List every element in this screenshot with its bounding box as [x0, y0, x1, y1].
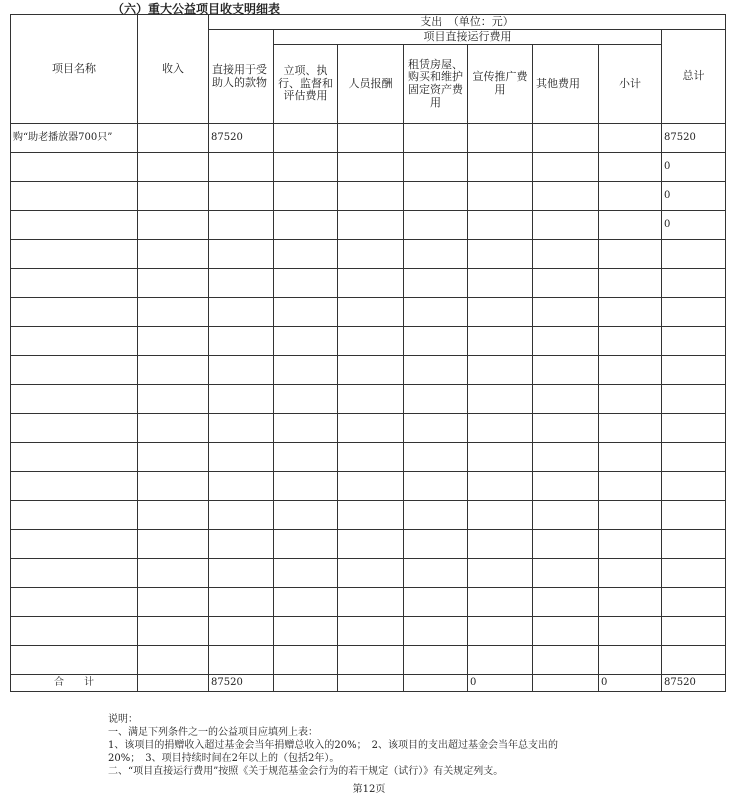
cell-name	[11, 530, 138, 559]
cell-staff-pay	[338, 559, 404, 588]
header-other: 其他费用	[533, 45, 599, 124]
cell-other	[533, 298, 599, 327]
cell-total	[662, 356, 726, 385]
cell-subtotal	[599, 646, 662, 675]
notes-line: 二、“项目直接运行费用”按照《关于规范基金会行为的若干规定（试行）》有关规定列支。	[108, 766, 504, 777]
cell-income	[138, 588, 209, 617]
cell-subtotal	[599, 356, 662, 385]
cell-setup-exec	[274, 124, 338, 153]
cell-rent	[404, 530, 468, 559]
cell-total	[662, 443, 726, 472]
cell-total	[662, 588, 726, 617]
cell-promo	[468, 124, 533, 153]
cell-direct-aid	[209, 443, 274, 472]
cell-direct-aid	[209, 530, 274, 559]
cell-staff-pay	[338, 385, 404, 414]
cell-promo	[468, 501, 533, 530]
cell-staff-pay	[338, 124, 404, 153]
cell-income	[138, 211, 209, 240]
cell-subtotal	[599, 269, 662, 298]
cell-direct-aid	[209, 356, 274, 385]
cell-promo	[468, 443, 533, 472]
cell-rent	[404, 124, 468, 153]
cell-promo	[468, 298, 533, 327]
cell-subtotal	[599, 211, 662, 240]
table-row	[11, 124, 726, 153]
cell-promo	[468, 240, 533, 269]
cell-rent	[404, 588, 468, 617]
cell-direct-aid	[209, 414, 274, 443]
table-row	[11, 211, 726, 240]
cell-promo	[468, 559, 533, 588]
cell-setup-exec	[274, 153, 338, 182]
cell-name	[11, 211, 138, 240]
cell-setup-exec	[274, 559, 338, 588]
cell-staff-pay	[338, 588, 404, 617]
cell-setup-exec	[274, 472, 338, 501]
cell-name	[11, 472, 138, 501]
cell-direct-aid	[209, 240, 274, 269]
cell-income	[138, 559, 209, 588]
cell-total	[662, 646, 726, 675]
cell-setup-exec	[274, 530, 338, 559]
header-income: 收入	[138, 15, 209, 124]
cell-other	[533, 182, 599, 211]
cell-total	[662, 559, 726, 588]
header-direct-aid: 直接用于受助人的款物	[209, 30, 274, 124]
table-row	[11, 327, 726, 356]
cell-staff-pay	[338, 356, 404, 385]
cell-income	[138, 472, 209, 501]
cell-promo	[468, 617, 533, 646]
cell-name	[11, 327, 138, 356]
cell-rent	[404, 501, 468, 530]
cell-other	[533, 211, 599, 240]
cell-name	[11, 356, 138, 385]
cell-subtotal	[599, 385, 662, 414]
cell-direct-aid	[209, 588, 274, 617]
notes-line: 一、满足下列条件之一的公益项目应填列上表：	[108, 727, 318, 738]
cell-total: 87520	[662, 124, 726, 153]
total-income	[138, 675, 209, 692]
cell-name	[11, 443, 138, 472]
cell-income	[138, 501, 209, 530]
cell-other	[533, 588, 599, 617]
cell-promo	[468, 269, 533, 298]
cell-subtotal	[599, 588, 662, 617]
cell-promo	[468, 153, 533, 182]
cell-income	[138, 240, 209, 269]
project-detail-table	[10, 14, 726, 692]
cell-subtotal	[599, 414, 662, 443]
cell-rent	[404, 269, 468, 298]
cell-other	[533, 617, 599, 646]
cell-total	[662, 385, 726, 414]
cell-name	[11, 385, 138, 414]
cell-staff-pay	[338, 327, 404, 356]
cell-promo	[468, 182, 533, 211]
cell-total	[662, 240, 726, 269]
cell-name	[11, 182, 138, 211]
total-row	[11, 675, 726, 692]
cell-rent	[404, 240, 468, 269]
header-row-1	[11, 15, 726, 30]
cell-staff-pay	[338, 443, 404, 472]
cell-total	[662, 327, 726, 356]
header-rent: 租赁房屋、购买和维护固定资产费用	[404, 45, 468, 124]
cell-income	[138, 530, 209, 559]
total-other	[533, 675, 599, 692]
cell-total	[662, 298, 726, 327]
cell-staff-pay	[338, 240, 404, 269]
cell-subtotal	[599, 559, 662, 588]
cell-staff-pay	[338, 298, 404, 327]
cell-setup-exec	[274, 646, 338, 675]
notes-line: 20%； 3、项目持续时间在2年以上的（包括2年）。	[108, 753, 340, 764]
cell-other	[533, 443, 599, 472]
table-row	[11, 588, 726, 617]
cell-name	[11, 501, 138, 530]
cell-subtotal	[599, 327, 662, 356]
cell-name	[11, 588, 138, 617]
cell-subtotal	[599, 530, 662, 559]
table-row	[11, 559, 726, 588]
cell-other	[533, 559, 599, 588]
cell-direct-aid	[209, 646, 274, 675]
cell-setup-exec	[274, 240, 338, 269]
cell-setup-exec	[274, 443, 338, 472]
cell-other	[533, 153, 599, 182]
table-row	[11, 269, 726, 298]
cell-direct-aid	[209, 385, 274, 414]
cell-name	[11, 559, 138, 588]
notes-heading: 说明：	[108, 714, 138, 725]
cell-income	[138, 385, 209, 414]
cell-subtotal	[599, 153, 662, 182]
table-row	[11, 617, 726, 646]
cell-other	[533, 124, 599, 153]
cell-direct-aid	[209, 269, 274, 298]
total-rent	[404, 675, 468, 692]
cell-direct-aid: 87520	[209, 124, 274, 153]
cell-total	[662, 617, 726, 646]
cell-name	[11, 269, 138, 298]
cell-total	[662, 414, 726, 443]
cell-direct-aid	[209, 182, 274, 211]
total-setup-exec	[274, 675, 338, 692]
cell-promo	[468, 385, 533, 414]
table-row	[11, 646, 726, 675]
cell-name	[11, 646, 138, 675]
header-direct-run: 项目直接运行费用	[274, 30, 662, 45]
cell-rent	[404, 646, 468, 675]
cell-rent	[404, 443, 468, 472]
cell-total: 0	[662, 182, 726, 211]
cell-other	[533, 327, 599, 356]
cell-promo	[468, 588, 533, 617]
cell-total	[662, 530, 726, 559]
header-setup-exec: 立项、执行、监督和评估费用	[274, 45, 338, 124]
cell-rent	[404, 153, 468, 182]
cell-rent	[404, 356, 468, 385]
cell-direct-aid	[209, 617, 274, 646]
cell-other	[533, 501, 599, 530]
header-spend: 支出 （单位：元）	[209, 15, 726, 30]
header-total: 总计	[662, 30, 726, 124]
cell-staff-pay	[338, 646, 404, 675]
cell-income	[138, 269, 209, 298]
cell-total	[662, 269, 726, 298]
cell-rent	[404, 617, 468, 646]
cell-setup-exec	[274, 501, 338, 530]
cell-name	[11, 298, 138, 327]
cell-direct-aid	[209, 472, 274, 501]
cell-direct-aid	[209, 559, 274, 588]
cell-subtotal	[599, 240, 662, 269]
cell-income	[138, 646, 209, 675]
cell-promo	[468, 211, 533, 240]
cell-other	[533, 530, 599, 559]
cell-promo	[468, 414, 533, 443]
cell-other	[533, 414, 599, 443]
table-row	[11, 182, 726, 211]
cell-rent	[404, 298, 468, 327]
cell-other	[533, 240, 599, 269]
cell-subtotal	[599, 298, 662, 327]
cell-total	[662, 472, 726, 501]
cell-subtotal	[599, 501, 662, 530]
cell-setup-exec	[274, 356, 338, 385]
cell-income	[138, 443, 209, 472]
page-number: 第12页	[352, 784, 386, 795]
table-row	[11, 240, 726, 269]
cell-other	[533, 385, 599, 414]
cell-subtotal	[599, 617, 662, 646]
cell-direct-aid	[209, 327, 274, 356]
cell-direct-aid	[209, 211, 274, 240]
total-label: 合 计	[11, 675, 138, 692]
table-row	[11, 298, 726, 327]
cell-staff-pay	[338, 501, 404, 530]
total-total: 87520	[662, 675, 726, 692]
header-promo: 宣传推广费用	[468, 45, 533, 124]
cell-setup-exec	[274, 385, 338, 414]
cell-rent	[404, 182, 468, 211]
cell-rent	[404, 385, 468, 414]
page-title: （六）重大公益项目收支明细表	[112, 2, 281, 16]
cell-subtotal	[599, 443, 662, 472]
cell-other	[533, 472, 599, 501]
cell-subtotal	[599, 124, 662, 153]
cell-other	[533, 646, 599, 675]
cell-other	[533, 269, 599, 298]
cell-income	[138, 414, 209, 443]
table-row	[11, 153, 726, 182]
cell-direct-aid	[209, 298, 274, 327]
header-project-name: 项目名称	[11, 15, 138, 124]
cell-staff-pay	[338, 414, 404, 443]
table-row	[11, 501, 726, 530]
cell-staff-pay	[338, 211, 404, 240]
cell-rent	[404, 211, 468, 240]
cell-staff-pay	[338, 269, 404, 298]
cell-setup-exec	[274, 298, 338, 327]
cell-direct-aid	[209, 501, 274, 530]
cell-name	[11, 617, 138, 646]
cell-other	[533, 356, 599, 385]
cell-setup-exec	[274, 617, 338, 646]
cell-income	[138, 356, 209, 385]
cell-income	[138, 182, 209, 211]
cell-promo	[468, 327, 533, 356]
cell-income	[138, 124, 209, 153]
table-row	[11, 443, 726, 472]
cell-total: 0	[662, 211, 726, 240]
cell-subtotal	[599, 472, 662, 501]
cell-setup-exec	[274, 182, 338, 211]
table-row	[11, 414, 726, 443]
cell-income	[138, 298, 209, 327]
cell-setup-exec	[274, 327, 338, 356]
total-promo: 0	[468, 675, 533, 692]
cell-name: 购“助老播放器700只”	[11, 124, 138, 153]
table-row	[11, 385, 726, 414]
cell-promo	[468, 356, 533, 385]
cell-income	[138, 153, 209, 182]
cell-promo	[468, 530, 533, 559]
total-subtotal: 0	[599, 675, 662, 692]
cell-promo	[468, 472, 533, 501]
cell-staff-pay	[338, 472, 404, 501]
cell-rent	[404, 414, 468, 443]
cell-staff-pay	[338, 182, 404, 211]
table-row	[11, 530, 726, 559]
cell-total: 0	[662, 153, 726, 182]
cell-staff-pay	[338, 153, 404, 182]
total-direct-aid: 87520	[209, 675, 274, 692]
cell-name	[11, 240, 138, 269]
header-staff-pay: 人员报酬	[338, 45, 404, 124]
table-row	[11, 356, 726, 385]
cell-direct-aid	[209, 153, 274, 182]
cell-total	[662, 501, 726, 530]
table-row	[11, 472, 726, 501]
cell-income	[138, 327, 209, 356]
cell-setup-exec	[274, 588, 338, 617]
cell-rent	[404, 559, 468, 588]
total-staff-pay	[338, 675, 404, 692]
cell-income	[138, 617, 209, 646]
cell-subtotal	[599, 182, 662, 211]
cell-name	[11, 153, 138, 182]
cell-rent	[404, 472, 468, 501]
cell-staff-pay	[338, 617, 404, 646]
notes-line: 1、该项目的捐赠收入超过基金会当年捐赠总收入的20%； 2、该项目的支出超过基金会当年总支出的	[108, 740, 558, 751]
cell-staff-pay	[338, 530, 404, 559]
cell-name	[11, 414, 138, 443]
header-subtotal: 小计	[599, 45, 662, 124]
cell-setup-exec	[274, 211, 338, 240]
notes	[108, 713, 718, 778]
cell-setup-exec	[274, 269, 338, 298]
cell-rent	[404, 327, 468, 356]
cell-setup-exec	[274, 414, 338, 443]
cell-promo	[468, 646, 533, 675]
